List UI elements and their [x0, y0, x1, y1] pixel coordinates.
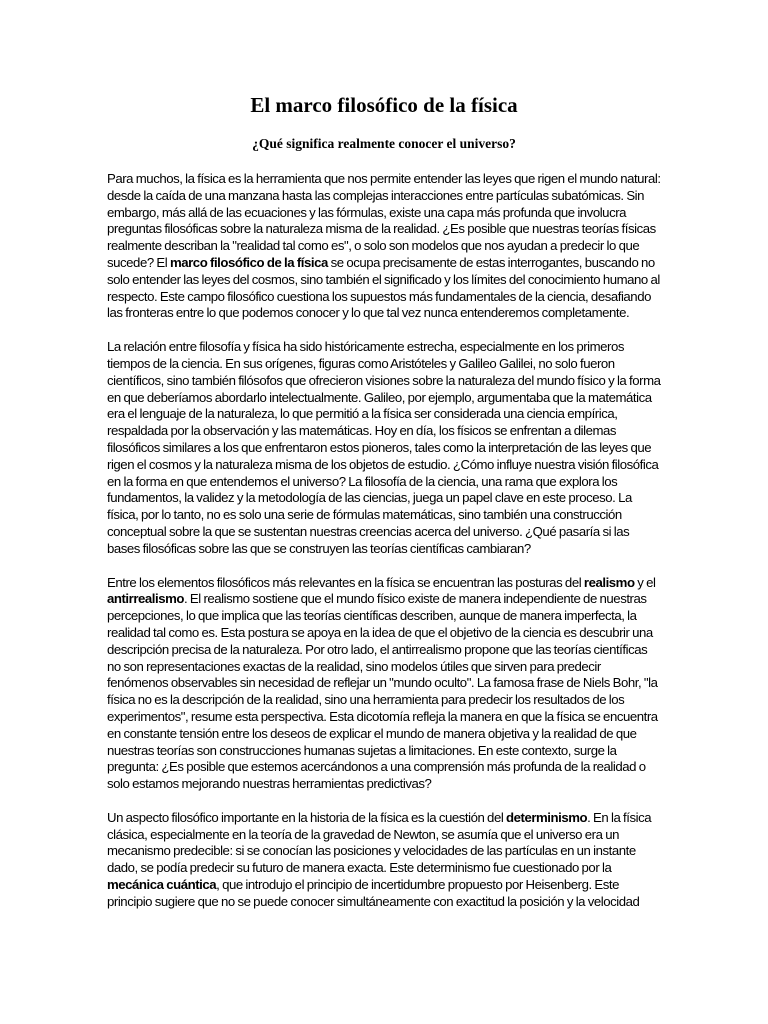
- text-run: , que introdujo el principio de incertidumbre propuesto por Heisenberg. Este principio sugiere que no se puede conocer simultáneamente con exactitud la posición y la velocidad: [107, 877, 640, 909]
- bold-term: marco filosófico de la física: [169, 254, 328, 270]
- text-run: se ocupa precisamente de estas interrogantes, buscando no solo entender las leyes del cosmos, sino también el significado y los límites del conocimiento humano al respecto. Este campo filosófico cuestiona los supuestos más fundamentales de la ciencia, desafiando las fronteras entre lo que podemos conocer y lo que tal vez nunca entenderemos completamente.: [107, 254, 660, 321]
- paragraph: [107, 339, 663, 557]
- paragraph: [107, 575, 663, 793]
- page-subtitle: ¿Qué significa realmente conocer el universo?: [252, 136, 516, 151]
- paragraph: [107, 810, 663, 911]
- text-run: y el: [634, 574, 656, 590]
- page-title: El marco filosófico de la física: [250, 93, 518, 117]
- text-run: . El realismo sostiene que el mundo físico existe de manera independiente de nuestras percepciones, lo que implica que las teorías científicas describen, aunque de manera imperfecta, la realidad tal como es. Esta postura se apoya en la idea de que el objetivo de la ciencia es descubrir una descripción precisa de la naturaleza. Por otro lado, el antirrealismo propone que las teorías científicas no son representaciones exactas de la realidad, sino modelos útiles que sirven para predecir fenómenos observables sin necesidad de reflejar un "mundo oculto". La famosa frase de Niels Bohr, "la física no es la descripción de la realidad, sino una herramienta para predecir los resultados de los experimentos", resume esta perspectiva. Esta dicotomía refleja la manera en que la física se encuentra en constante tensión entre los deseos de explicar el mundo de manera objetiva y la realidad de que nuestras teorías son construcciones humanas sujetas a limitaciones. En este contexto, surge la pregunta: ¿Es posible que estemos acercándonos a una comprensión más profunda de la realidad o solo estamos mejorando nuestras herramientas predictivas?: [107, 591, 658, 792]
- paragraph: [107, 171, 663, 322]
- text-run: . En la física clásica, especialmente en la teoría de la gravedad de Newton, se asumía que el universo era un mecanismo predecible: si se conocían las posiciones y velocidades de las partículas en un instante dado, se podía predecir su futuro de manera exacta. Este determinismo fue cuestionado por la: [107, 809, 652, 876]
- text-run: Para muchos, la física es la herramienta que nos permite entender las leyes que rigen el mundo natural: desde la caída de una manzana hasta las complejas interacciones entre partículas subatómicas. Sin embargo, más allá de las ecuaciones y las fórmulas, existe una capa más profunda que involucra preguntas filosóficas sobre la naturaleza misma de la realidad. ¿Es posible que nuestras teorías físicas realmente describan la "realidad tal como es", o solo son modelos que nos ayudan a predecir lo que sucede? El: [107, 171, 661, 270]
- bold-term: realismo: [583, 574, 635, 590]
- bold-term: determinismo: [506, 809, 588, 825]
- bold-term: antirrealismo: [107, 591, 184, 607]
- text-run: Entre los elementos filosóficos más relevantes en la física se encuentran las posturas del: [107, 574, 584, 590]
- text-run: La relación entre filosofía y física ha sido históricamente estrecha, especialmente en los primeros tiempos de la ciencia. En sus orígenes, figuras como Aristóteles y Galileo Galilei, no solo fueron científicos, sino también filósofos que ofrecieron visiones sobre la naturaleza del mundo físico y la forma en que deberíamos abordarlo intelectualmente. Galileo, por ejemplo, argumentaba que la matemática era el lenguaje de la naturaleza, lo que permitió a la física ser considerada una ciencia empírica, respaldada por la observación y las matemáticas. Hoy en día, los físicos se enfrentan a dilemas filosóficos similares a los que enfrentaron estos pioneros, tales como la interpretación de las leyes que rigen el cosmos y la naturaleza misma de los objetos de estudio. ¿Cómo influye nuestra visión filosófica en la forma en que entendemos el universo? La filosofía de la ciencia, una rama que explora los fundamentos, la validez y la metodología de las ciencias, juega un papel clave en este proceso. La física, por lo tanto, no es solo una serie de fórmulas matemáticas, sino también una construcción conceptual sobre la que se sustentan nuestras creencias acerca del universo. ¿Qué pasaría si las bases filosóficas sobre las que se construyen las teorías científicas cambiaran?: [107, 339, 661, 556]
- bold-term: mecánica cuántica: [107, 877, 217, 893]
- article-body: [107, 171, 663, 928]
- text-run: Un aspecto filosófico importante en la historia de la física es la cuestión del: [107, 809, 507, 825]
